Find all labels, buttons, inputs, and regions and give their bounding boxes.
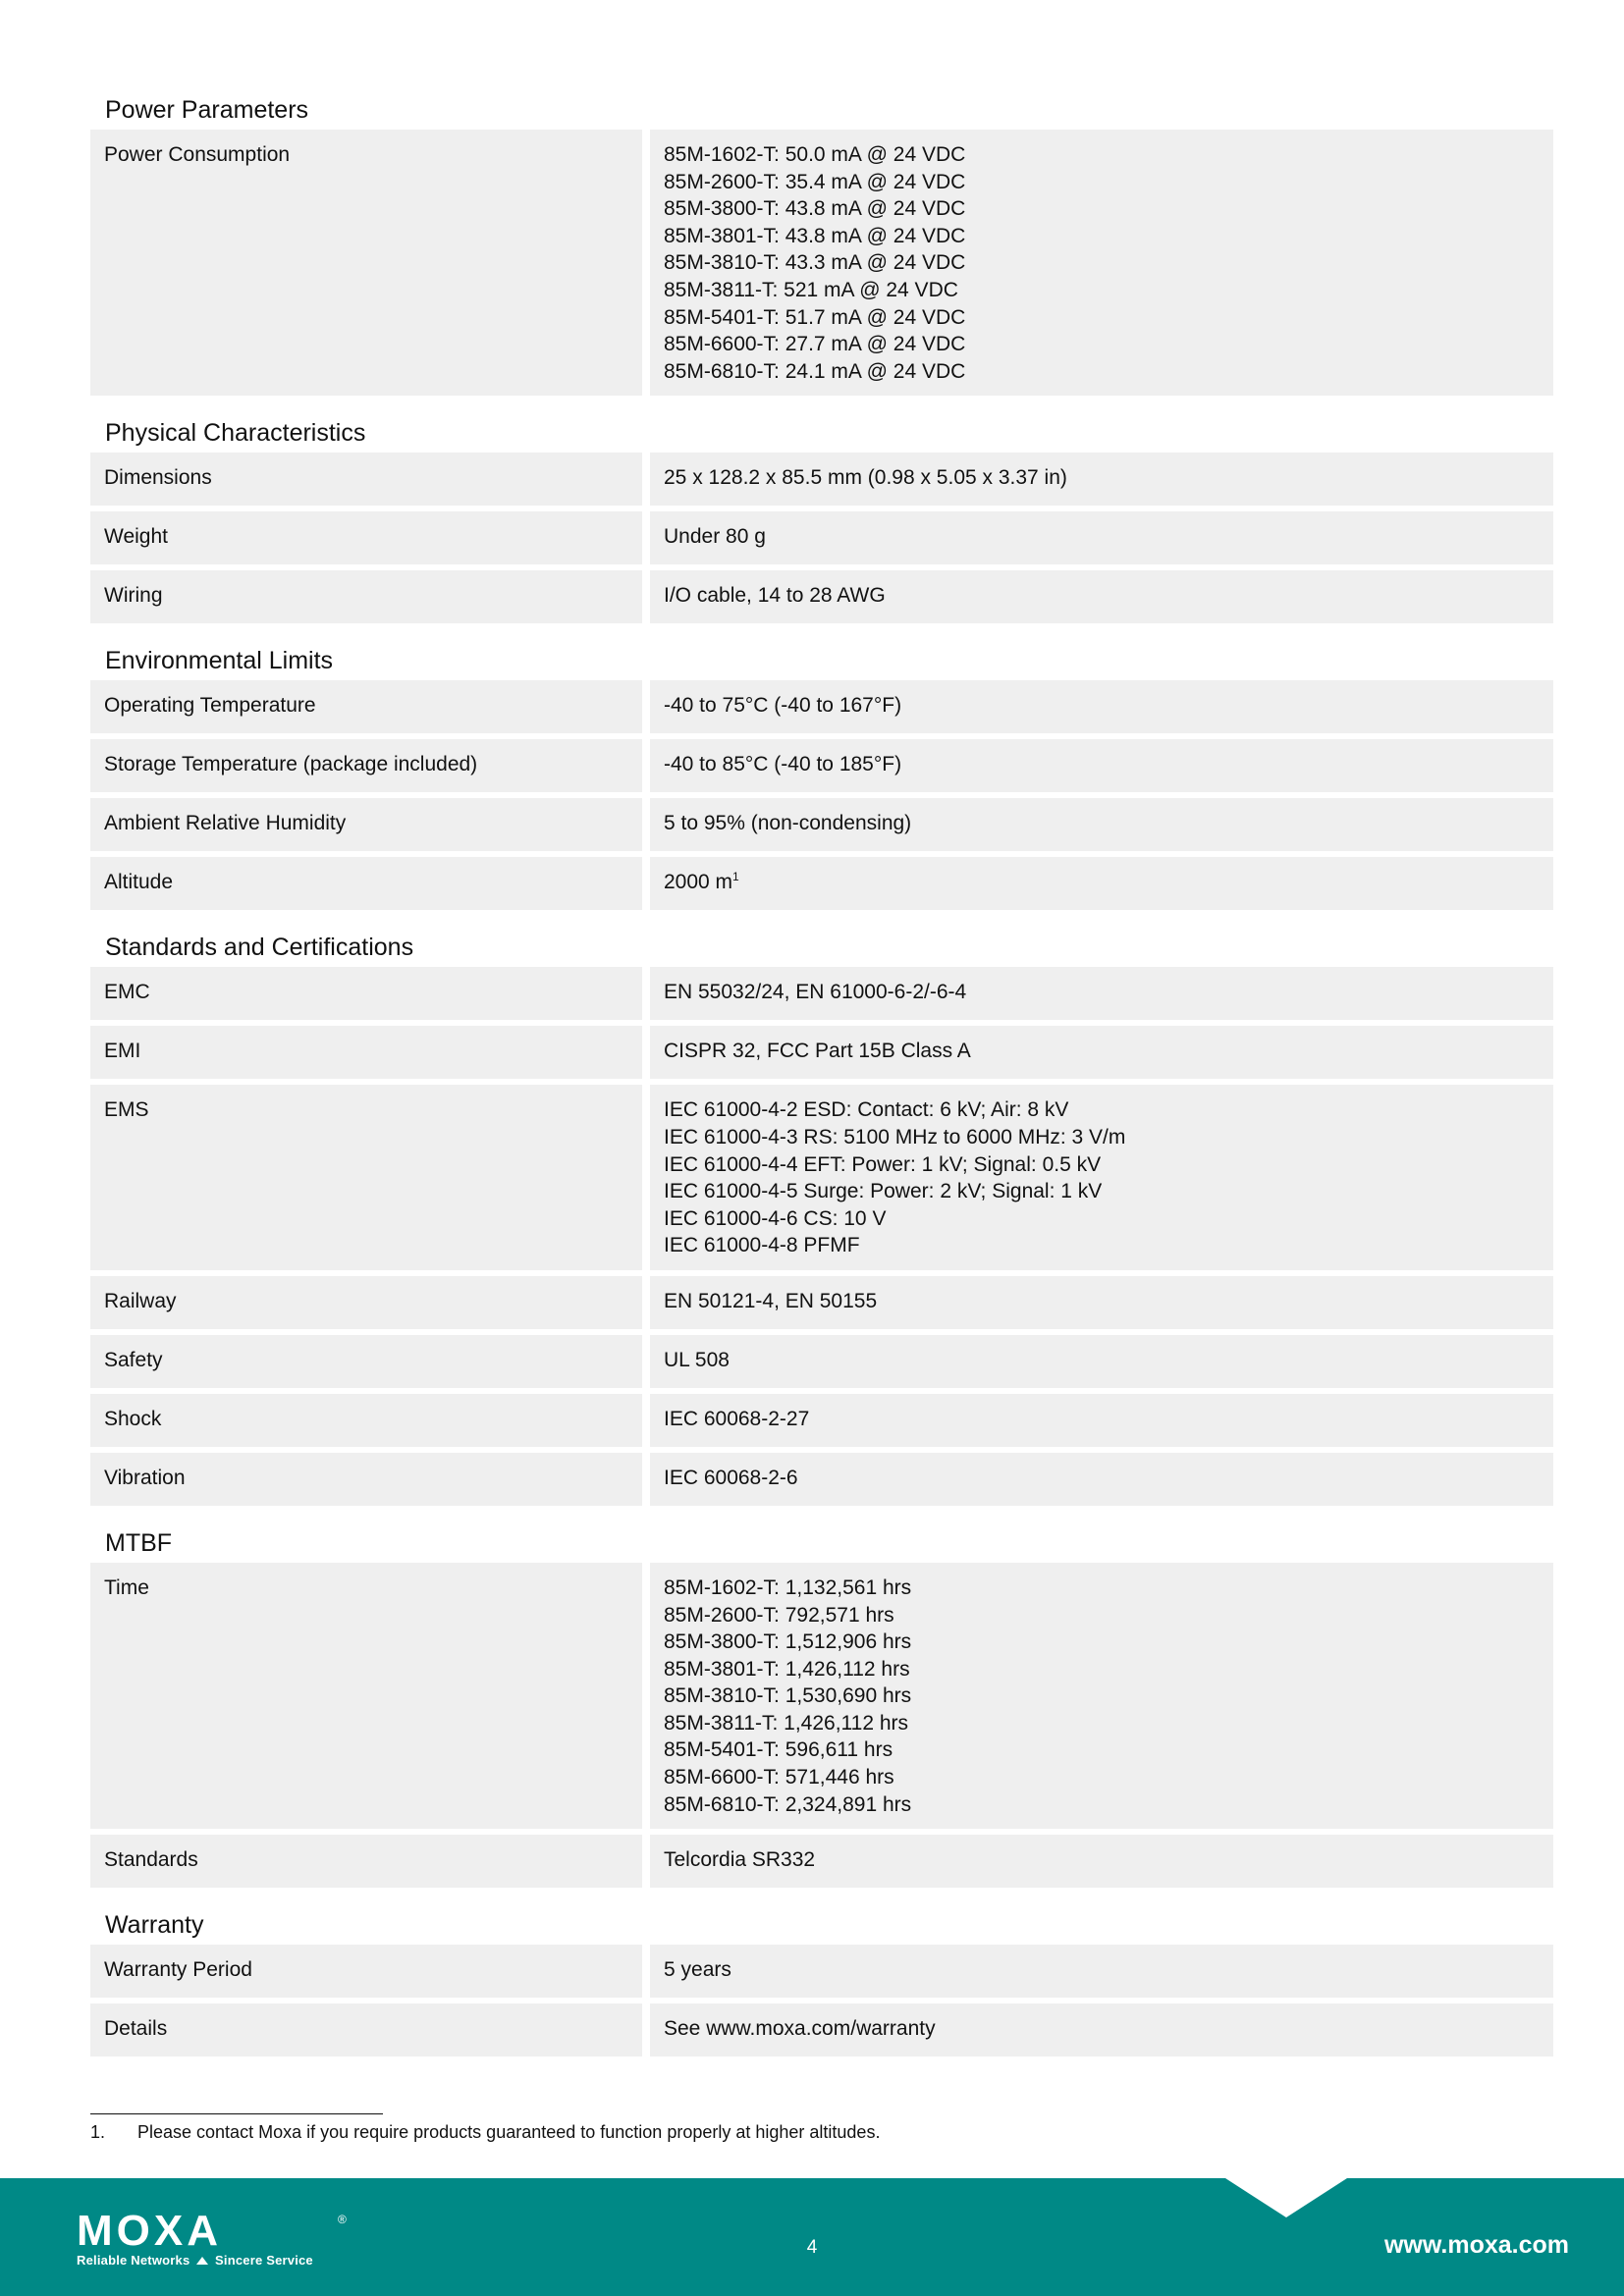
footnote-divider <box>90 2113 383 2114</box>
footnote <box>90 2120 880 2144</box>
spec-value-line <box>664 523 1540 551</box>
triangle-separator-icon <box>196 2257 208 2265</box>
spec-value-line <box>664 169 1540 196</box>
spec-row-emi <box>90 1026 1553 1079</box>
spec-value-text: 85M-1602-T: 50.0 mA @ 24 VDC <box>664 143 966 166</box>
spec-value-text: 85M-5401-T: 51.7 mA @ 24 VDC <box>664 305 966 329</box>
footnote-reference: 1 <box>732 870 739 884</box>
spec-value-line <box>664 1846 1540 1874</box>
spec-value <box>650 1453 1553 1506</box>
spec-value-line <box>664 1096 1540 1124</box>
spec-row-time <box>90 1563 1553 1829</box>
section-title-environmental-limits: Environmental Limits <box>105 647 334 675</box>
logo-tagline <box>77 2253 352 2268</box>
spec-row-weight <box>90 511 1553 564</box>
spec-row-standards <box>90 1835 1553 1888</box>
spec-value <box>650 1335 1553 1388</box>
spec-label: Railway <box>90 1276 642 1329</box>
spec-value-line <box>664 358 1540 386</box>
spec-label: EMI <box>90 1026 642 1079</box>
spec-value-text: 85M-3811-T: 521 mA @ 24 VDC <box>664 278 958 301</box>
spec-value-text: Telcordia SR332 <box>664 1848 816 1872</box>
spec-value-text: 85M-2600-T: 792,571 hrs <box>664 1603 894 1627</box>
spec-row-dimensions <box>90 453 1553 506</box>
spec-label: Ambient Relative Humidity <box>90 798 642 851</box>
spec-row-storage-temperature-package-included <box>90 739 1553 792</box>
spec-value-line <box>664 1629 1540 1656</box>
section-title-standards-and-certifications: Standards and Certifications <box>105 934 414 962</box>
spec-value-text: -40 to 85°C (-40 to 185°F) <box>664 753 902 776</box>
spec-row-safety <box>90 1335 1553 1388</box>
spec-row-details <box>90 2003 1553 2056</box>
spec-label: Power Consumption <box>90 130 642 396</box>
spec-value-line <box>664 1151 1540 1179</box>
spec-value <box>650 1945 1553 1998</box>
spec-value-text: 5 years <box>664 1958 731 1982</box>
spec-value <box>650 1276 1553 1329</box>
spec-label: Time <box>90 1563 642 1829</box>
spec-value-line <box>664 869 1540 896</box>
spec-value-text: 85M-2600-T: 35.4 mA @ 24 VDC <box>664 170 966 193</box>
spec-label: Warranty Period <box>90 1945 642 1998</box>
spec-value-line <box>664 2015 1540 2043</box>
spec-value-line <box>664 1178 1540 1205</box>
spec-label: Weight <box>90 511 642 564</box>
spec-value-line <box>664 1602 1540 1629</box>
spec-label: Storage Temperature (package included) <box>90 739 642 792</box>
spec-value <box>650 739 1553 792</box>
spec-value-line <box>664 1038 1540 1065</box>
spec-value-line <box>664 141 1540 169</box>
spec-label: Details <box>90 2003 642 2056</box>
spec-value-line <box>664 1124 1540 1151</box>
spec-value-line <box>664 1232 1540 1259</box>
spec-row-ems <box>90 1085 1553 1270</box>
moxa-logo-mark <box>77 2210 352 2249</box>
spec-value <box>650 1563 1553 1829</box>
spec-value-text: IEC 61000-4-3 RS: 5100 MHz to 6000 MHz: 3 V/m <box>664 1125 1126 1148</box>
moxa-logo[interactable] <box>77 2210 352 2268</box>
spec-value-text: 25 x 128.2 x 85.5 mm (0.98 x 5.05 x 3.37 in) <box>664 466 1067 490</box>
spec-value-text: 2000 m <box>664 871 733 894</box>
spec-value-text: EN 55032/24, EN 61000-6-2/-6-4 <box>664 981 967 1004</box>
spec-value-text: Under 80 g <box>664 525 766 549</box>
spec-value <box>650 2003 1553 2056</box>
spec-value-line <box>664 1406 1540 1433</box>
spec-row-railway <box>90 1276 1553 1329</box>
spec-value-text: 85M-3800-T: 1,512,906 hrs <box>664 1630 912 1654</box>
spec-value-line <box>664 304 1540 332</box>
spec-value-line <box>664 1465 1540 1492</box>
spec-value-text: 85M-6810-T: 2,324,891 hrs <box>664 1792 912 1816</box>
page-number: 4 <box>806 2237 818 2258</box>
tagline-right: Sincere Service <box>215 2253 313 2268</box>
spec-value <box>650 680 1553 733</box>
spec-value-line <box>664 692 1540 720</box>
section-title-mtbf: MTBF <box>105 1528 173 1557</box>
spec-value-text: IEC 61000-4-2 ESD: Contact: 6 kV; Air: 8 kV <box>664 1098 1069 1122</box>
footnote-text: Please contact Moxa if you require products guaranteed to function properly at higher altitudes. <box>137 2122 881 2142</box>
spec-label: Standards <box>90 1835 642 1888</box>
spec-label: Shock <box>90 1394 642 1447</box>
moxa-logo-wordmark: MOXA <box>77 2210 222 2249</box>
spec-row-wiring <box>90 570 1553 623</box>
spec-value-text: 85M-3800-T: 43.8 mA @ 24 VDC <box>664 197 966 221</box>
spec-document <box>90 90 1553 2062</box>
spec-value-text: IEC 61000-4-8 PFMF <box>664 1234 860 1257</box>
spec-value-line <box>664 464 1540 492</box>
spec-value-text: IEC 61000-4-4 EFT: Power: 1 kV; Signal: 0.5 kV <box>664 1152 1102 1176</box>
spec-value-line <box>664 582 1540 610</box>
spec-value-text: IEC 60068-2-6 <box>664 1466 798 1489</box>
spec-value <box>650 798 1553 851</box>
spec-value-line <box>664 1736 1540 1764</box>
spec-value-text: -40 to 75°C (-40 to 167°F) <box>664 694 902 718</box>
spec-value-text: IEC 61000-4-6 CS: 10 V <box>664 1206 887 1230</box>
spec-value-text: 85M-3810-T: 1,530,690 hrs <box>664 1684 912 1708</box>
spec-value-line <box>664 249 1540 277</box>
spec-row-shock <box>90 1394 1553 1447</box>
spec-value-line <box>664 979 1540 1006</box>
spec-value <box>650 570 1553 623</box>
spec-value-text: UL 508 <box>664 1348 730 1371</box>
spec-label: Altitude <box>90 857 642 910</box>
spec-value-text: 85M-6810-T: 24.1 mA @ 24 VDC <box>664 359 966 383</box>
spec-value <box>650 1394 1553 1447</box>
spec-value-text: CISPR 32, FCC Part 15B Class A <box>664 1040 971 1063</box>
spec-value-text: 5 to 95% (non-condensing) <box>664 812 912 835</box>
spec-value-line <box>664 1956 1540 1984</box>
page-footer <box>0 2178 1624 2296</box>
spec-value-line <box>664 1791 1540 1819</box>
footnote-number: 1. <box>90 2122 106 2142</box>
spec-value-line <box>664 1682 1540 1710</box>
spec-label: Dimensions <box>90 453 642 506</box>
spec-label: EMC <box>90 967 642 1020</box>
spec-value-line <box>664 751 1540 778</box>
spec-row-altitude <box>90 857 1553 910</box>
spec-row-emc <box>90 967 1553 1020</box>
spec-value <box>650 130 1553 396</box>
spec-row-warranty-period <box>90 1945 1553 1998</box>
spec-value-line <box>664 331 1540 358</box>
spec-row-power-consumption <box>90 130 1553 396</box>
spec-value-text: EN 50121-4, EN 50155 <box>664 1289 878 1312</box>
spec-label: Operating Temperature <box>90 680 642 733</box>
spec-value-line <box>664 1656 1540 1683</box>
spec-label: EMS <box>90 1085 642 1270</box>
spec-label: Safety <box>90 1335 642 1388</box>
registered-mark: ® <box>338 2213 347 2226</box>
spec-value-text: IEC 60068-2-27 <box>664 1407 810 1430</box>
spec-value-text: 85M-6600-T: 27.7 mA @ 24 VDC <box>664 333 966 356</box>
website-link[interactable]: www.moxa.com <box>1383 2231 1569 2259</box>
tagline-left: Reliable Networks <box>77 2253 190 2268</box>
spec-value-line <box>664 1575 1540 1602</box>
spec-value-text: 85M-6600-T: 571,446 hrs <box>664 1766 894 1789</box>
spec-value-text: 85M-3801-T: 43.8 mA @ 24 VDC <box>664 224 966 247</box>
spec-value-text: 85M-5401-T: 596,611 hrs <box>664 1738 893 1762</box>
spec-label: Wiring <box>90 570 642 623</box>
spec-value-line <box>664 1288 1540 1315</box>
spec-value <box>650 453 1553 506</box>
spec-value <box>650 1835 1553 1888</box>
spec-value-text: See www.moxa.com/warranty <box>664 2017 936 2041</box>
spec-value-text: 85M-3811-T: 1,426,112 hrs <box>664 1711 909 1735</box>
section-title-power-parameters: Power Parameters <box>105 96 309 124</box>
footer-notch-shape <box>1225 2178 1347 2217</box>
spec-label: Vibration <box>90 1453 642 1506</box>
spec-value-text: 85M-3810-T: 43.3 mA @ 24 VDC <box>664 251 966 275</box>
section-title-warranty: Warranty <box>105 1911 204 1940</box>
spec-value <box>650 967 1553 1020</box>
spec-value <box>650 511 1553 564</box>
spec-row-operating-temperature <box>90 680 1553 733</box>
spec-value <box>650 857 1553 910</box>
spec-value <box>650 1026 1553 1079</box>
spec-value <box>650 1085 1553 1270</box>
spec-value-line <box>664 223 1540 250</box>
section-title-physical-characteristics: Physical Characteristics <box>105 419 366 448</box>
spec-value-line <box>664 1347 1540 1374</box>
spec-value-line <box>664 277 1540 304</box>
spec-row-vibration <box>90 1453 1553 1506</box>
spec-value-text: IEC 61000-4-5 Surge: Power: 2 kV; Signal: 1 kV <box>664 1180 1103 1203</box>
spec-value-line <box>664 195 1540 223</box>
spec-value-text: 85M-3801-T: 1,426,112 hrs <box>664 1657 910 1681</box>
spec-row-ambient-relative-humidity <box>90 798 1553 851</box>
spec-value-line <box>664 1764 1540 1791</box>
spec-value-line <box>664 1205 1540 1233</box>
spec-value-line <box>664 1710 1540 1737</box>
spec-value-text: 85M-1602-T: 1,132,561 hrs <box>664 1575 912 1599</box>
spec-value-text: I/O cable, 14 to 28 AWG <box>664 584 886 608</box>
spec-value-line <box>664 810 1540 837</box>
